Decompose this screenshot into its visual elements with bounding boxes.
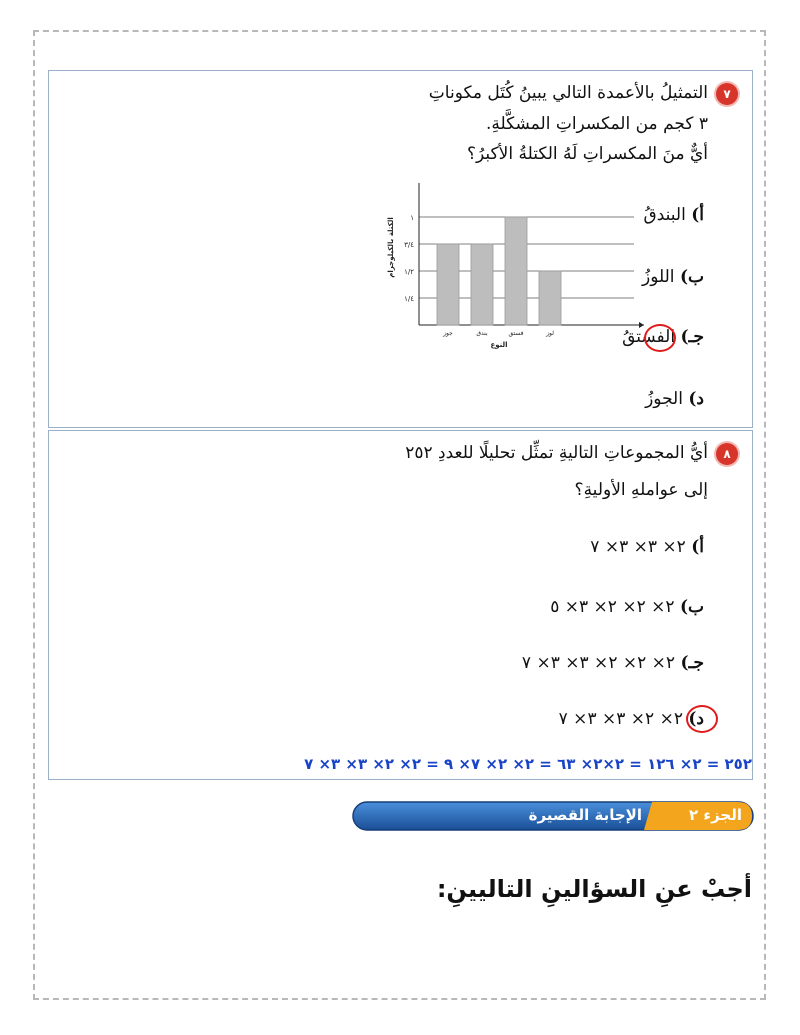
question-text-line: إلى عواملهِ الأوليةِ؟ <box>574 480 708 500</box>
x-tick-label: لوز <box>546 330 554 337</box>
option-letter: د) <box>688 389 704 409</box>
answer-circle-mark <box>686 705 718 733</box>
option-letter: ب) <box>679 597 704 617</box>
question-number-badge: ٧ <box>716 83 738 105</box>
option-letter: جـ) <box>680 327 704 347</box>
bar <box>437 244 459 325</box>
bar <box>471 244 493 325</box>
option-text: ٢× ٢× ٢× ٣× ٣× ٧ <box>521 653 676 673</box>
question-text-line: أيٌّ منَ المكسراتِ لَهُ الكتلةُ الأكبرُ؟ <box>467 144 708 164</box>
x-tick-label: جوز <box>443 330 453 337</box>
y-tick-label: ١/٢ <box>404 268 414 276</box>
question-text-line: ٣ كجم من المكسراتِ المشكَّلةِ. <box>485 114 708 134</box>
y-axis-label: الكتلة بالكيلوجرام <box>387 217 395 278</box>
answer-prompt-heading: أجبْ عنِ السؤالينِ التاليينِ: <box>436 875 752 903</box>
question-text-line: أيُّ المجموعاتِ التاليةِ تمثِّل تحليلًا للعددِ ٢٥٢ <box>405 443 708 463</box>
option-letter: أ) <box>691 205 704 225</box>
question-text-line: التمثيلُ بالأعمدة التالي يبينُ كُتَل مكوناتِ <box>428 83 708 103</box>
x-axis-arrow <box>639 322 644 328</box>
option-letter: ب) <box>679 267 704 287</box>
option-text: الجوزُ <box>645 389 683 409</box>
option-text: ٢× ٢× ٣× ٣× ٧ <box>558 709 683 729</box>
option-text: اللوزُ <box>642 267 675 287</box>
option-text: الفستقُ <box>622 327 676 347</box>
option-text: البندقُ <box>643 205 686 225</box>
x-tick-label: بندق <box>476 330 488 337</box>
section-part-label: الجزء ٢ <box>689 806 742 824</box>
x-axis-label: النوع <box>490 341 508 349</box>
option-letter: جـ) <box>680 653 704 673</box>
option-b[interactable] <box>550 597 704 617</box>
y-tick-label: ١ <box>410 214 414 222</box>
handwritten-work-line: ٢٥٢ = ٢× ١٢٦ = ٢×٢× ٦٣ = ٢× ٢× ٧× ٩ = ٢× ٢× ٣× ٣× ٧ <box>304 755 752 773</box>
bar <box>505 217 527 325</box>
question-number-badge: ٨ <box>716 443 738 465</box>
bar-chart <box>369 183 659 363</box>
option-d[interactable] <box>559 709 704 729</box>
option-c[interactable] <box>522 653 704 673</box>
y-tick-label: ٣/٤ <box>404 241 414 249</box>
x-tick-label: فستق <box>508 330 524 337</box>
bar <box>539 271 561 325</box>
option-d[interactable] <box>645 389 704 409</box>
option-letter: أ) <box>691 537 704 557</box>
option-text: ٢× ٢× ٢× ٣× ٥ <box>550 597 675 617</box>
section-header-bar <box>352 800 754 832</box>
option-letter: د) <box>688 709 704 729</box>
option-a[interactable] <box>590 537 704 557</box>
option-text: ٢× ٣× ٣× ٧ <box>590 537 686 557</box>
question-8-box <box>48 430 753 780</box>
section-title: الإجابة القصيرة <box>528 806 642 824</box>
y-tick-label: ١/٤ <box>404 295 414 303</box>
question-7-box <box>48 70 753 428</box>
